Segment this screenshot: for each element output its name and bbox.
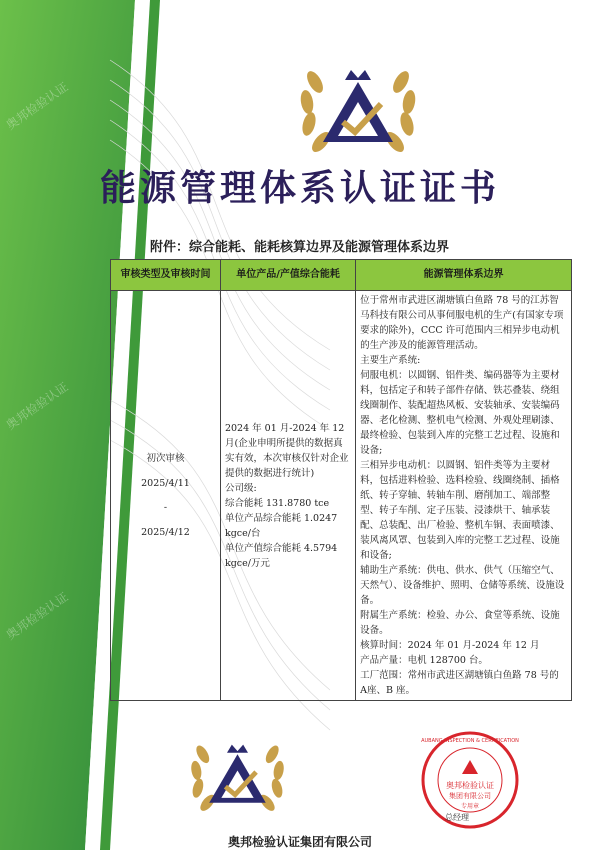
audit-start-date: 2025/4/11 [141,477,190,489]
ems-boundary-cell [356,291,572,701]
servo-motor-process: 伺服电机：以圆钢、铝件类、编码器等为主要材料，包括定子和转子部件存储、铁芯叠装、绕组线圈制作、装配超热风板、安装轴承、安装编码器、老化检测、整机电气检测、外观处理刷漆、最终检验、包装到入库的完整工艺过程、设施和设备; [360,370,560,456]
main-production-label: 主要生产系统: [360,355,421,366]
unit-value-consumption: 单位产值综合能耗 4.5794 kgce/万元 [224,542,338,569]
audit-type-cell [111,291,221,701]
svg-text:奥邦检验认证: 奥邦检验认证 [446,781,494,790]
svg-text:AUBANG INSPECTION & CERTIFICAT: AUBANG INSPECTION & CERTIFICATION [421,738,519,744]
svg-text:奥邦检验认证: 奥邦检验认证 [3,79,71,133]
svg-text:集团有限公司: 集团有限公司 [449,792,491,800]
aubang-logo-icon [293,52,423,162]
svg-text:专用章: 专用章 [460,803,480,810]
header-ems-boundary: 能源管理体系边界 [356,260,572,291]
ancillary-systems: 附属生产系统：检验、办公、食堂等系统、设施设备。 [360,610,560,636]
svg-text:奥邦检验认证: 奥邦检验认证 [3,379,71,433]
scope-description: 位于常州市武进区湖塘镇白鱼路 78 号的江苏智马科技有限公司从事伺服电机的生产(有国家专项要求的除外)，CCC 许可范围内三相异步电动机的生产涉及的能源管理活动。 [360,295,564,351]
issuer-company-name: 奥邦检验认证集团有限公司 [227,835,372,849]
factory-scope: 工厂范围：常州市武进区湖塘镇白鱼路 78 号的 A座、B 座。 [360,670,559,696]
svg-text:奥邦检验认证: 奥邦检验认证 [3,589,71,643]
audit-date-separator: - [163,502,168,514]
auxiliary-systems: 辅助生产系统：供电、供水、供气（压缩空气、天然气）、设备维护、照明、仓储等系统、设施设备。 [360,565,565,606]
audit-end-date: 2025/4/12 [141,526,190,538]
general-manager-label: 总经理 [445,813,469,822]
accounting-period: 核算时间：2024 年 01 月-2024 年 12 月 [360,640,540,651]
async-motor-process: 三相异步电动机：以圆钢、铝件类等为主要材料，包括进料检验、选料检验、线圈绕制、插格纸、转子穿轴、转轴车削、磨削加工、端部整型、转子车削、定子压装、浸漆烘干、轴承装配、总装配、出厂检验、整机车铜、表面喷漆、装风离风罩、包装到入库的完整工艺过程、设施和设备; [360,460,560,561]
attachment-subtitle: 附件：综合能耗、能耗核算边界及能源管理体系边界 [150,240,450,255]
official-seal-icon [420,730,520,830]
header-audit-type: 审核类型及审核时间 [111,260,221,291]
boundary-table [110,259,572,701]
total-consumption: 综合能耗 131.8780 tce [224,497,330,509]
company-level-label: 公司级: [224,482,257,494]
aubang-logo-small-icon [185,727,290,822]
product-output: 产品产量：电机 128700 台。 [360,655,488,666]
unit-product-consumption: 单位产品综合能耗 1.0247 kgce/台 [224,512,338,539]
consumption-period: 2024 年 01 月-2024 年 12 月(企业申明所提供的数据真实有效，本次审核仅针对企业提供的数据进行统计) [224,422,349,479]
audit-type: 初次审核 [146,453,185,465]
header-energy-consumption: 单位产品/产值综合能耗 [220,260,355,291]
energy-consumption-cell [220,291,355,701]
certificate-title: 能源管理体系认证证书 [99,168,500,209]
